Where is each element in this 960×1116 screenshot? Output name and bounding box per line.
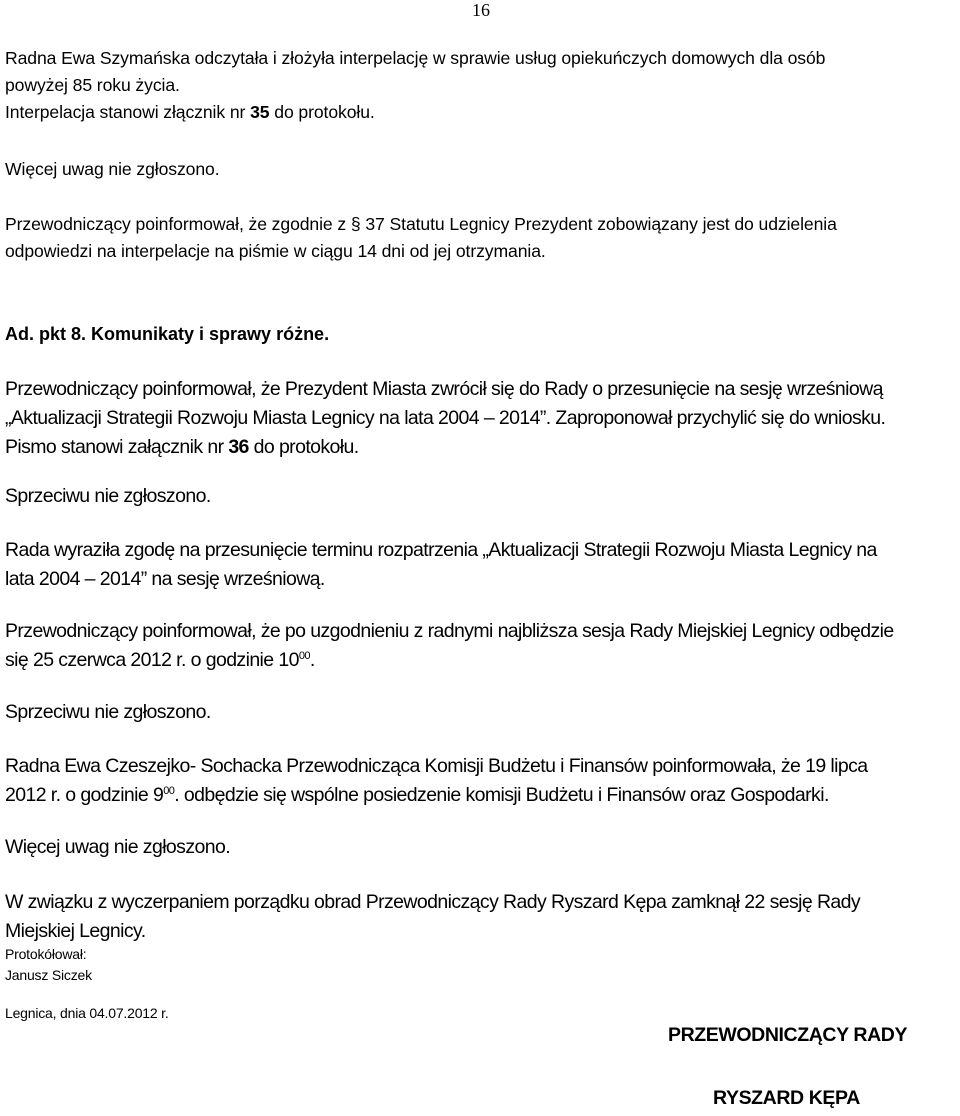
- paragraph-closing: [5, 888, 955, 946]
- p7-line2a: się 25 czerwca 2012 r. o godzinie 10: [5, 649, 299, 671]
- p9-line2b: . odbędzie się wspólne posiedzenie komisji Budżetu i Finansów oraz Gospodarki.: [174, 784, 829, 806]
- p6-line2: lata 2004 – 2014” na sesję wrześniową.: [5, 568, 325, 590]
- p4-line3b: do protokołu.: [248, 436, 359, 458]
- signature-title: PRZEWODNICZĄCY RADY: [668, 1024, 908, 1046]
- p11-line2: Miejskiej Legnicy.: [5, 920, 146, 942]
- p7-line1: Przewodniczący poinformował, że po uzgodnieniu z radnymi najbliższa sesja Rady Miejskiej Legnicy odbędzie: [5, 620, 894, 642]
- no-objection-text-2: Sprzeciwu nie zgłoszono.: [5, 701, 211, 723]
- p6-line1: Rada wyraziła zgodę na przesunięcie terminu rozpatrzenia „Aktualizacji Strategii Rozwoju Miasta Legnicy na: [5, 539, 877, 561]
- heading-text: Ad. pkt 8. Komunikaty i sprawy różne.: [5, 324, 330, 344]
- p3-line1a: Przewodniczący poinformował, że zgodnie z: [5, 214, 351, 234]
- paragraph-no-objection-2: [5, 698, 955, 727]
- p1-line1: Radna Ewa Szymańska odczytała i złożyła interpelację w sprawie usług opiekuńczych domowych dla osób: [5, 48, 826, 68]
- paragraph-no-remarks-2: [5, 833, 955, 862]
- p4-line3a: Pismo stanowi załącznik nr: [5, 436, 229, 458]
- p3-line1b: 37 Statutu Legnicy Prezydent zobowiązany jest do udzielenia: [360, 214, 837, 234]
- p1-line3a: Interpelacja stanowi złącznik nr: [5, 102, 251, 122]
- signature-name: RYSZARD KĘPA: [713, 1087, 860, 1109]
- no-remarks-text-1: Więcej uwag nie zgłoszono.: [5, 159, 220, 179]
- paragraph-statute: [5, 211, 955, 265]
- paragraph-interpelation: [5, 45, 955, 126]
- p4-line1: Przewodniczący poinformował, że Prezydent Miasta zwrócił się do Rady o przesunięcie na sesję wrześniową: [5, 378, 883, 400]
- recorder-name: Janusz Siczek: [5, 967, 92, 983]
- no-objection-text-1: Sprzeciwu nie zgłoszono.: [5, 485, 211, 507]
- paragraph-next-session: [5, 617, 955, 675]
- p7-time-sup: 00: [298, 650, 310, 662]
- p4-attachment-number: 36: [228, 436, 249, 458]
- section-sign: §: [350, 214, 361, 234]
- paragraph-council-consent: [5, 536, 955, 594]
- p7-line2b: .: [309, 649, 315, 671]
- recorder-label: Protokółował:: [5, 946, 87, 962]
- paragraph-president-request: [5, 375, 955, 462]
- p1-line2: powyżej 85 roku życia.: [5, 75, 180, 95]
- paragraph-committee-meeting: [5, 752, 955, 810]
- paragraph-no-remarks-1: [5, 156, 955, 183]
- place-and-date: Legnica, dnia 04.07.2012 r.: [5, 1005, 169, 1021]
- p1-attachment-number: 35: [250, 102, 270, 122]
- p9-line2a: 2012 r. o godzinie 9: [5, 784, 164, 806]
- paragraph-no-objection-1: [5, 482, 955, 511]
- no-remarks-text-2: Więcej uwag nie zgłoszono.: [5, 836, 231, 858]
- p9-time-sup: 00: [163, 785, 175, 797]
- p4-line2: „Aktualizacji Strategii Rozwoju Miasta Legnicy na lata 2004 – 2014”. Zaproponował przychylić się do wniosku.: [5, 407, 886, 429]
- p11-line1: W związku z wyczerpaniem porządku obrad Przewodniczący Rady Ryszard Kępa zamknął 22 sesję Rady: [5, 891, 861, 913]
- p1-line3b: do protokołu.: [269, 102, 375, 122]
- p3-line2: odpowiedzi na interpelacje na piśmie w ciągu 14 dni od jej otrzymania.: [5, 241, 546, 261]
- page-number: 16: [472, 0, 490, 20]
- p9-line1: Radna Ewa Czeszejko- Sochacka Przewodnicząca Komisji Budżetu i Finansów poinformowała, że 19 lipca: [5, 755, 868, 777]
- section-heading: [5, 321, 955, 348]
